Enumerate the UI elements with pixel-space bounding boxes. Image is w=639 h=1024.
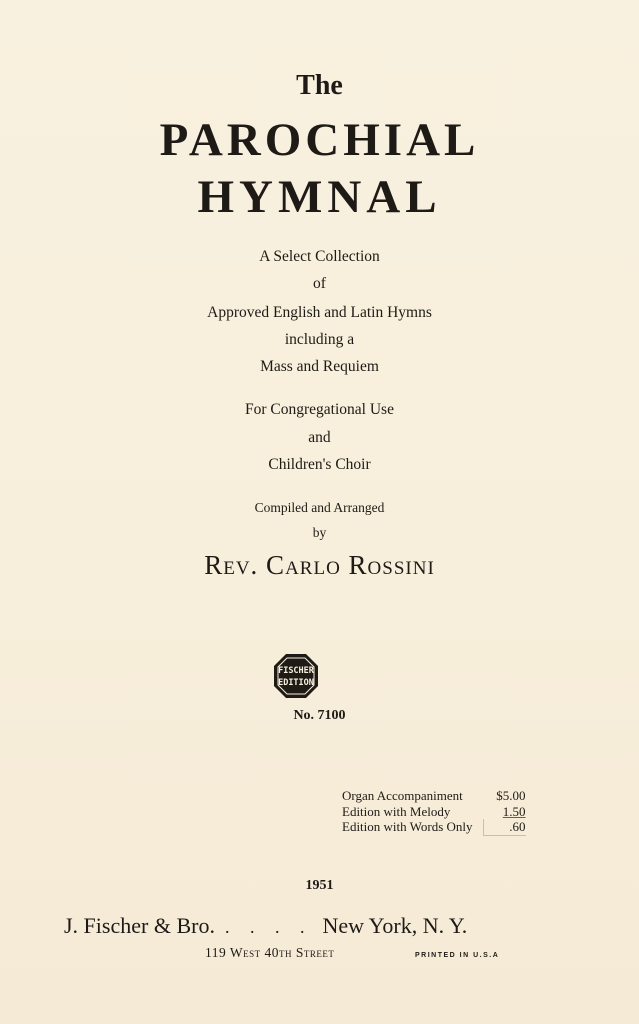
author-name — [0, 550, 639, 581]
price-label: Organ Accompaniment — [342, 788, 463, 803]
by-label: by — [312, 525, 327, 540]
description-line: including a — [284, 331, 355, 348]
publisher-city: New York, N. Y. — [322, 913, 468, 938]
description-line: For Congregational Use — [245, 401, 394, 418]
fischer-edition-seal-icon — [272, 652, 320, 700]
title-line-1: PAROCHIAL — [159, 114, 480, 166]
description-line: Children's Choir — [268, 456, 371, 473]
price-label: Edition with Melody — [342, 803, 451, 819]
price-list — [342, 788, 526, 836]
publisher-line — [64, 913, 467, 939]
printed-in-label: PRINTED IN U.S.A — [415, 952, 500, 959]
catalog-number: No. 7100 — [293, 708, 346, 723]
price-row — [342, 788, 526, 804]
title-line-2: HYMNAL — [197, 171, 442, 223]
price-value: $5.00 — [496, 788, 526, 803]
description-line: Mass and Requiem — [260, 358, 379, 375]
description-line: Approved English and Latin Hymns — [207, 304, 432, 321]
compiled-label: Compiled and Arranged — [254, 500, 385, 515]
author-name-text: Rev. Carlo Rossini — [204, 550, 435, 580]
description-line: A Select Collection — [259, 248, 380, 265]
price-value: .60 — [483, 819, 526, 835]
publisher-name: J. Fischer & Bro. — [64, 913, 215, 938]
description-line: and — [308, 429, 331, 446]
publisher-dots: . . . . — [224, 917, 313, 937]
price-label: Edition with Words Only — [342, 819, 473, 834]
description-line: of — [313, 275, 326, 292]
seal-text-1: FISCHER — [278, 666, 314, 676]
publisher-address — [205, 945, 334, 961]
publisher-address-text: 119 West 40th Street — [205, 945, 335, 960]
price-row — [342, 819, 526, 835]
publication-year: 1951 — [305, 878, 334, 893]
price-value: 1.50 — [502, 803, 526, 819]
price-row — [342, 804, 526, 820]
title-the: The — [296, 70, 343, 101]
seal-text-2: EDITION — [278, 678, 314, 688]
